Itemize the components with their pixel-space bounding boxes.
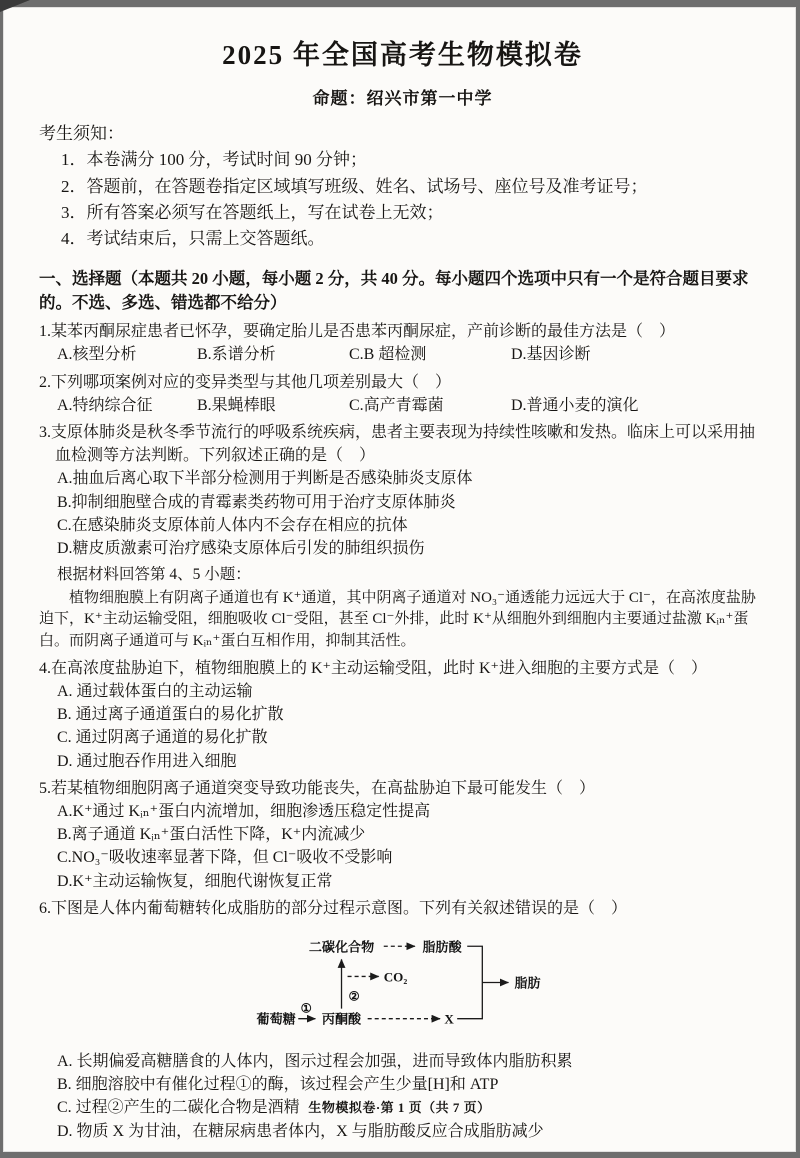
glucose-to-fat-diagram: [251, 928, 766, 1048]
material-intro: 根据材料回答第 4、5 小题：: [57, 566, 251, 584]
question-3: [39, 421, 766, 560]
option-b: B.离子通道 Kᵢₙ⁺蛋白活性下降，K⁺内流减少: [57, 826, 366, 844]
diagram-svg: [251, 928, 603, 1041]
material-text: 植物细胞膜上有阴离子通道也有 K⁺通道，其中阴离子通道对 NO₃⁻通透能力远远大于 Cl⁻，在高浓度盐胁迫下，K⁺主动运输受阻，细胞吸收 Cl⁻受阻，甚至 Cl⁻外排，此时 K⁺从细胞外到细胞内主要通过盐激 Kᵢₙ⁺蛋白。而阴离子通道可与 Kᵢₙ⁺蛋白互相作用，抑制其活性。: [39, 589, 756, 650]
label-fat: 脂肪: [514, 975, 541, 991]
label-glucose: 葡萄糖: [256, 1011, 296, 1027]
question-options: [39, 394, 766, 417]
page-footer: 生物模拟卷·第 1 页（共 7 页）: [308, 1100, 491, 1115]
candidate-notice: [39, 121, 766, 253]
option-c: C. 过程②产生的二碳化合物是酒精: [57, 1099, 300, 1117]
label-pyruvate: 丙酮酸: [321, 1011, 362, 1027]
notice-item: 4．考试结束后，只需上交答题纸。: [61, 229, 325, 249]
option-d: D.普通小麦的演化: [511, 396, 639, 414]
label-two-carbon: 二碳化合物: [308, 939, 375, 955]
question-stem: 6.下图是人体内葡萄糖转化成脂肪的部分过程示意图。下列有关叙述错误的是（ ）: [39, 899, 628, 917]
section-heading: 一、选择题（本题共 20 小题，每小题 2 分，共 40 分。每小题四个选项中只有一个是符合题目要求的。不选、多选、错选都不给分）: [39, 268, 749, 313]
option-c: C.B 超检测: [349, 346, 427, 364]
label-fatty-acid: 脂肪酸: [422, 939, 462, 955]
question-2: [39, 371, 766, 417]
option-a: A.特纳综合征: [57, 396, 153, 414]
question-options: [39, 467, 766, 560]
option-b: B.抑制细胞壁合成的青霉素类药物可用于治疗支原体肺炎: [57, 493, 456, 511]
option-b: B.果蝇棒眼: [197, 396, 276, 414]
label-step2: ②: [348, 989, 360, 1004]
option-d: D. 物质 X 为甘油，在糖尿病患者体内，X 与脂肪酸反应合成脂肪减少: [57, 1122, 544, 1140]
label-step1: ①: [300, 1001, 312, 1016]
option-d: D. 通过胞吞作用进入细胞: [57, 752, 237, 770]
question-options: [39, 343, 766, 366]
label-co2: CO₂: [383, 969, 408, 985]
question-stem: 5.若某植物细胞阴离子通道突变导致功能丧失，在高盐胁迫下最可能发生（ ）: [39, 779, 596, 797]
notice-item: 1．本卷满分 100 分，考试时间 90 分钟；: [61, 150, 367, 170]
option-a: A. 通过载体蛋白的主动运输: [57, 683, 253, 700]
question-5: [39, 777, 766, 893]
option-a: A. 长期偏爱高糖膳食的人体内，图示过程会加强，进而导致体内脂肪积累: [57, 1053, 573, 1071]
option-b: B. 通过离子通道蛋白的易化扩散: [57, 706, 284, 724]
label-x: X: [444, 1011, 454, 1027]
question-1: [39, 320, 766, 366]
option-c: C.NO₃⁻吸收速率显著下降，但 Cl⁻吸收不受影响: [57, 849, 393, 867]
question-stem: 3.支原体肺炎是秋冬季节流行的呼吸系统疾病，患者主要表现为持续性咳嗽和发热。临床上可以采用抽血检测等方法判断。下列叙述正确的是（ ）: [39, 423, 756, 465]
option-c: C.高产青霉菌: [349, 396, 444, 414]
option-c: C. 通过阴离子通道的易化扩散: [57, 729, 268, 747]
question-stem: 2.下列哪项案例对应的变异类型与其他几项差别最大（ ）: [39, 373, 452, 391]
option-d: D.基因诊断: [511, 346, 591, 364]
option-d: D.K⁺主动运输恢复，细胞代谢恢复正常: [57, 872, 333, 890]
notice-item: 2．答题前，在答题卷指定区域填写班级、姓名、试场号、座位号及准考证号；: [61, 176, 648, 196]
question-stem: 4.在高浓度盐胁迫下，植物细胞膜上的 K⁺主动运输受阻，此时 K⁺进入细胞的主要方式是（ ）: [39, 659, 708, 677]
exam-paper-page: [3, 7, 796, 1152]
option-b: B. 细胞溶胶中有催化过程①的酶，该过程会产生少量[H]和 ATP: [57, 1076, 499, 1094]
option-c: C.在感染肺炎支原体前人体内不会存在相应的抗体: [57, 516, 408, 534]
page-title: 2025 年全国高考生物模拟卷: [222, 40, 583, 70]
question-options: [39, 680, 766, 773]
option-a: A.K⁺通过 Kᵢₙ⁺蛋白内流增加，细胞渗透压稳定性提高: [57, 802, 431, 820]
notice-heading: 考生须知：: [39, 124, 124, 143]
option-a: A.抽血后离心取下半部分检测用于判断是否感染肺炎支原体: [57, 470, 473, 488]
option-d: D.糖皮质激素可治疗感染支原体后引发的肺组织损伤: [57, 539, 425, 557]
question-stem: 1.某苯丙酮尿症患者已怀孕，要确定胎儿是否患苯丙酮尿症，产前诊断的最佳方法是（ ）: [39, 323, 676, 341]
notice-item: 3．所有答案必须写在答题纸上，写在试卷上无效；: [61, 203, 444, 223]
question-options: [39, 800, 766, 893]
page-subtitle: 命题：绍兴市第一中学: [312, 89, 493, 108]
question-4: [39, 657, 766, 773]
option-b: B.系谱分析: [197, 346, 276, 364]
option-a: A.核型分析: [57, 346, 137, 364]
